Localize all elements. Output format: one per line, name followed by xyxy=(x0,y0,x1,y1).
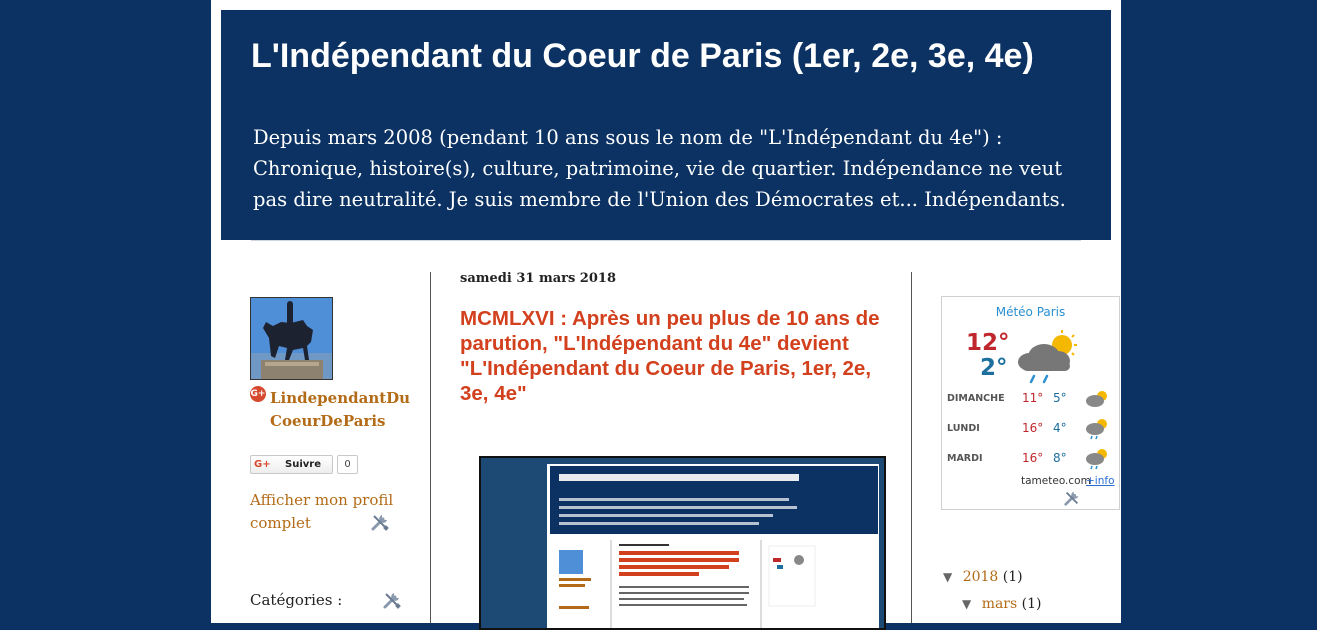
edit-tools-icon[interactable] xyxy=(1063,489,1081,507)
forecast-high: 16° xyxy=(1022,451,1044,465)
post-date: samedi 31 mars 2018 xyxy=(460,271,616,286)
forecast-row xyxy=(942,451,1119,471)
weather-info-link[interactable]: +info xyxy=(1086,475,1115,487)
categories-heading: Catégories : xyxy=(250,591,343,609)
today-high-temperature: 12° xyxy=(966,330,1010,356)
view-full-profile-link[interactable]: Afficher mon profil complet xyxy=(250,491,394,532)
post-title-link[interactable]: MCMLXVI : Après un peu plus de 10 ans de parution, "L'Indépendant du 4e" devient "L'Indépendant du Coeur de Paris, 1er, 2e, 3e, 4e" xyxy=(460,307,880,405)
left-column-divider xyxy=(430,272,431,623)
forecast-high: 16° xyxy=(1022,421,1044,435)
blog-screenshot-thumbnail xyxy=(481,458,884,628)
equestrian-statue-image xyxy=(251,298,332,379)
forecast-low: 5° xyxy=(1053,391,1067,405)
archive-month-link[interactable]: mars xyxy=(981,596,1018,612)
forecast-low: 4° xyxy=(1053,421,1067,435)
header-divider xyxy=(251,240,1081,241)
forecast-day: DIMANCHE xyxy=(947,393,1005,404)
archive-year-item[interactable] xyxy=(943,569,1023,585)
blog-header xyxy=(221,10,1111,240)
rain-cloud-sun-icon xyxy=(1084,417,1110,441)
rain-cloud-sun-icon xyxy=(1084,447,1110,471)
blog-page xyxy=(211,0,1121,623)
forecast-row xyxy=(942,421,1119,441)
today-low-temperature: 2° xyxy=(980,355,1008,381)
archive-year-link[interactable]: 2018 xyxy=(962,569,999,585)
partly-cloudy-icon xyxy=(1084,389,1110,409)
blog-description: Depuis mars 2008 (pendant 10 ans sous le nom de "L'Indépendant du 4e") : Chronique, histoire(s), culture, patrimoine, vie de quartier. Indépendance ne veut pas dire neutralité. Je suis membre de l'Union des Démocrates et... Indépendants. xyxy=(253,126,1066,211)
google-plus-icon: G+ xyxy=(250,386,266,402)
expand-toggle-icon[interactable]: ▼ xyxy=(962,597,972,611)
weather-widget[interactable] xyxy=(941,296,1120,510)
right-column-divider xyxy=(911,272,912,623)
forecast-low: 8° xyxy=(1053,451,1067,465)
profile-name-link[interactable]: LindependantDuCoeurDeParis xyxy=(270,389,411,430)
google-plus-icon: G+ xyxy=(254,459,271,470)
expand-toggle-icon[interactable]: ▼ xyxy=(943,570,953,584)
archive-month-item[interactable] xyxy=(962,596,1041,612)
post-screenshot-image[interactable] xyxy=(479,456,886,630)
rain-cloud-sun-icon xyxy=(1016,329,1080,385)
forecast-row xyxy=(942,391,1119,411)
profile-avatar[interactable] xyxy=(250,297,333,380)
blog-title[interactable]: L'Indépendant du Coeur de Paris (1er, 2e, 3e, 4e) xyxy=(251,37,1034,75)
follow-button-label: Suivre xyxy=(285,459,321,470)
edit-tools-icon[interactable] xyxy=(382,590,402,610)
forecast-day: MARDI xyxy=(947,453,983,464)
follower-count: 0 xyxy=(337,455,358,474)
archive-month-count: (1) xyxy=(1021,596,1042,612)
weather-source[interactable]: tameteo.com xyxy=(1021,475,1091,487)
forecast-day: LUNDI xyxy=(947,423,980,434)
follow-button[interactable] xyxy=(250,455,333,474)
weather-title[interactable]: Météo Paris xyxy=(995,305,1066,319)
archive-year-count: (1) xyxy=(1002,569,1023,585)
edit-tools-icon[interactable] xyxy=(370,512,390,532)
forecast-high: 11° xyxy=(1022,391,1044,405)
